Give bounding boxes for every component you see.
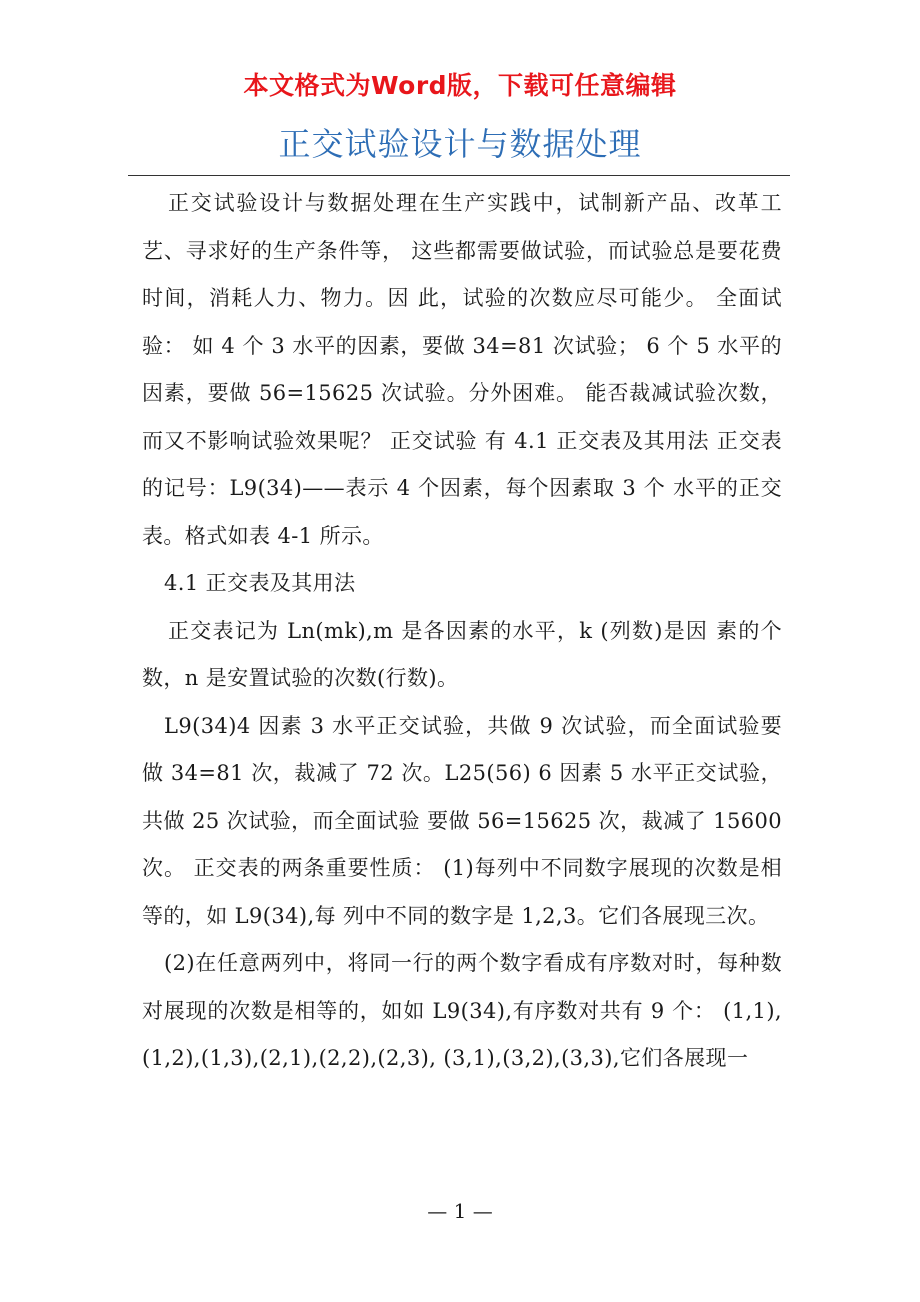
paragraph-property-2: (2)在任意两列中，将同一行的两个数字看成有序数对时，每种数对展现的次数是相等的，如如 L9(34),有序数对共有 9 个： (1,1),(1,2),(1,3),(2,1),(2,2),(2,3), (3,1),(3,2),(3,3),它们各展现一	[142, 951, 782, 1070]
paragraph-examples: L9(34)4 因素 3 水平正交试验，共做 9 次试验，而全面试验要 做 34=81 次，裁减了 72 次。L25(56) 6 因素 5 水平正交试验，共做 25 次试验，而全面试验 要做 56=15625 次，裁减了 15600 次。 正交表的两条重要性质： (1)每列中不同数字展现的次数是相等的，如 L9(34),每 列中不同的数字是 1,2,3。它们各展现三次。	[142, 713, 782, 928]
document-body	[142, 180, 782, 1083]
title-divider	[128, 175, 790, 176]
page-number: — 1 —	[427, 1199, 493, 1223]
paragraph-intro: 正交试验设计与数据处理在生产实践中，试制新产品、改革工艺、寻求好的生产条件等， 这些都需要做试验，而试验总是要花费时间，消耗人力、物力。因 此，试验的次数应尽可能少。 全面试验： 如 4 个 3 水平的因素，要做 34=81 次试验； 6 个 5 水平的因素，要做 56=15625 次试验。分外困难。 能否裁减试验次数，而又不影响试验效果呢？ 正交试验 有 4.1 正交表及其用法 正交表的记号：L9(34)——表示 4 个因素，每个因素取 3 个 水平的正交表。格式如表 4-1 所示。	[142, 191, 782, 548]
download-banner: 本文格式为Word版，下载可任意编辑	[243, 71, 677, 100]
paragraph-notation: 正交表记为 Ln(mk),m 是各因素的水平，k (列数)是因 素的个数，n 是安置试验的次数(行数)。	[142, 618, 782, 690]
section-heading-4-1: 4.1 正交表及其用法	[164, 571, 356, 595]
document-title: 正交试验设计与数据处理	[278, 125, 642, 163]
